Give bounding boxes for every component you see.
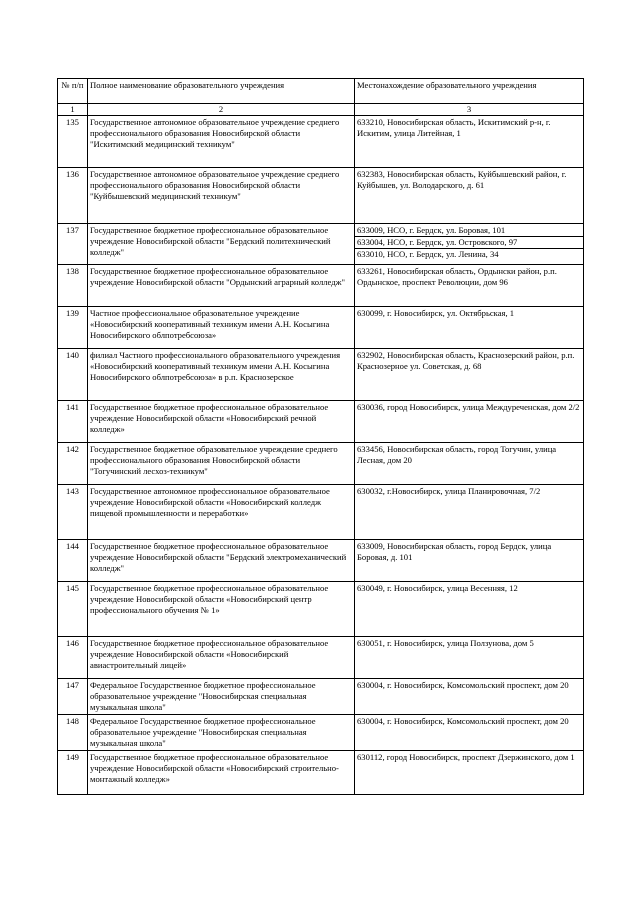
row-number: 137	[58, 224, 88, 265]
address-line: 630051, г. Новосибирск, улица Ползунова, дом 5	[357, 638, 534, 648]
table-row	[58, 540, 584, 582]
table-body	[58, 79, 584, 795]
institution-address	[355, 751, 584, 795]
institution-address	[355, 715, 584, 751]
address-line: 630032, г.Новосибирск, улица Планировочная, 7/2	[357, 486, 541, 496]
institution-name: Государственное бюджетное профессиональное образовательное учреждение Новосибирской области «Новосибирский речной колледж»	[88, 401, 355, 443]
table-row	[58, 116, 584, 168]
institution-address	[355, 168, 584, 224]
institution-name: Государственное автономное образовательное учреждение среднего профессионального образования Новосибирской области "Искитимский медицинский техникум"	[88, 116, 355, 168]
address-line: 630036, город Новосибирск, улица Междуреченская, дом 2/2	[357, 402, 580, 412]
institution-address	[355, 349, 584, 401]
index-row	[58, 104, 584, 116]
address-line: 630004, г. Новосибирск, Комсомольский проспект, дом 20	[357, 716, 569, 726]
institution-address	[355, 637, 584, 679]
institution-address	[355, 443, 584, 485]
address-line: 633004, НСО, г. Бердск, ул. Островского, 97	[355, 236, 583, 248]
table-row	[58, 349, 584, 401]
address-line: 630049, г. Новосибирск, улица Весенняя, 12	[357, 583, 518, 593]
row-number: 142	[58, 443, 88, 485]
institution-name: Федеральное Государственное бюджетное профессиональное образовательное учреждение "Новосибирская специальная музыкальная школа"	[88, 715, 355, 751]
index-3: 3	[355, 104, 584, 116]
address-line: 630112, город Новосибирск, проспект Дзержинского, дом 1	[357, 752, 575, 762]
row-number: 141	[58, 401, 88, 443]
address-line: 633009, НСО, г. Бердск, ул. Боровая, 101	[357, 225, 506, 235]
institution-name: филиал Частного профессионального образовательного учреждения «Новосибирский кооперативный техникум имени А.Н. Косыгина Новосибирского облпотребсоюза» в р.п. Краснозерское	[88, 349, 355, 401]
row-number: 138	[58, 265, 88, 307]
row-number: 139	[58, 307, 88, 349]
address-line: 633210, Новосибирская область, Искитимский р-н, г. Искитим, улица Литейная, 1	[357, 117, 551, 138]
table-row	[58, 265, 584, 307]
institution-address	[355, 679, 584, 715]
row-number: 149	[58, 751, 88, 795]
table-row	[58, 715, 584, 751]
header-location: Местонахождение образовательного учреждения	[355, 79, 584, 104]
address-line: 630099, г. Новосибирск, ул. Октябрьская, 1	[357, 308, 515, 318]
row-number: 148	[58, 715, 88, 751]
institution-name: Государственное бюджетное профессиональное образовательное учреждение Новосибирской области «Новосибирский строительно-монтажный колледж»	[88, 751, 355, 795]
institutions-table	[57, 78, 584, 795]
address-line: 632902, Новосибирская область, Краснозерский район, р.п. Краснозерное ул. Советская, д. 68	[357, 350, 575, 371]
row-number: 135	[58, 116, 88, 168]
row-number: 140	[58, 349, 88, 401]
index-2: 2	[88, 104, 355, 116]
institution-address	[355, 307, 584, 349]
table-row	[58, 637, 584, 679]
institution-name: Государственное автономное образовательное учреждение среднего профессионального образования Новосибирской области "Куйбышевский медицинский техникум"	[88, 168, 355, 224]
institution-name: Федеральное Государственное бюджетное профессиональное образовательное учреждение "Новосибирская специальная музыкальная школа"	[88, 679, 355, 715]
institution-name: Частное профессиональное образовательное учреждение «Новосибирский кооперативный техникум имени А.Н. Косыгина Новосибирского облпотребсоюза»	[88, 307, 355, 349]
index-1: 1	[58, 104, 88, 116]
row-number: 147	[58, 679, 88, 715]
institution-name: Государственное бюджетное профессиональное образовательное учреждение Новосибирской области "Бердский политехнический колледж"	[88, 224, 355, 265]
institution-address	[355, 485, 584, 540]
institution-name: Государственное бюджетное профессиональное образовательное учреждение Новосибирской области "Ордынский аграрный колледж"	[88, 265, 355, 307]
table-row	[58, 751, 584, 795]
address-line: 633456, Новосибирская область, город Тогучин, улица Лесная, дом 20	[357, 444, 557, 465]
address-line: 633261, Новосибирская область, Ордынски район, р.п. Ордынское, проспект Революции, дом 96	[357, 266, 557, 287]
institution-name: Государственное бюджетное профессиональное образовательное учреждение Новосибирской области "Бердский электромеханический колледж"	[88, 540, 355, 582]
institution-address	[355, 401, 584, 443]
institution-address	[355, 116, 584, 168]
table-row	[58, 485, 584, 540]
table-row	[58, 168, 584, 224]
row-number: 143	[58, 485, 88, 540]
table-row	[58, 401, 584, 443]
institution-name: Государственное бюджетное профессиональное образовательное учреждение Новосибирской области «Новосибирский центр профессионального обучения № 1»	[88, 582, 355, 637]
institution-address	[355, 224, 584, 265]
table-row	[58, 582, 584, 637]
row-number: 146	[58, 637, 88, 679]
address-line: 630004, г. Новосибирск, Комсомольский проспект, дом 20	[357, 680, 569, 690]
row-number: 145	[58, 582, 88, 637]
table-row	[58, 307, 584, 349]
institution-address	[355, 540, 584, 582]
table-row	[58, 443, 584, 485]
row-number: 144	[58, 540, 88, 582]
row-number: 136	[58, 168, 88, 224]
header-row	[58, 79, 584, 104]
institution-address	[355, 582, 584, 637]
institution-name: Государственное бюджетное профессиональное образовательное учреждение Новосибирской области «Новосибирский авиастроительный лицей»	[88, 637, 355, 679]
table-row	[58, 224, 584, 265]
institution-name: Государственное автономное профессиональное образовательное учреждение Новосибирской области «Новосибирский колледж пищевой промышленности и переработки»	[88, 485, 355, 540]
table-row	[58, 679, 584, 715]
header-num: № п/п	[58, 79, 88, 104]
address-line: 633009, Новосибирская область, город Бердск, улица Боровая, д. 101	[357, 541, 552, 562]
header-name: Полное наименование образовательного учреждения	[88, 79, 355, 104]
address-line: 632383, Новосибирская область, Куйбышевский район, г. Куйбышев, ул. Володарского, д. 61	[357, 169, 567, 190]
address-line: 633010, НСО, г. Бердск, ул. Ленина, 34	[355, 248, 583, 260]
institution-name: Государственное бюджетное образовательное учреждение среднего профессионального образования Новосибирской области "Тогучинский лесхоз-техникум"	[88, 443, 355, 485]
institution-address	[355, 265, 584, 307]
